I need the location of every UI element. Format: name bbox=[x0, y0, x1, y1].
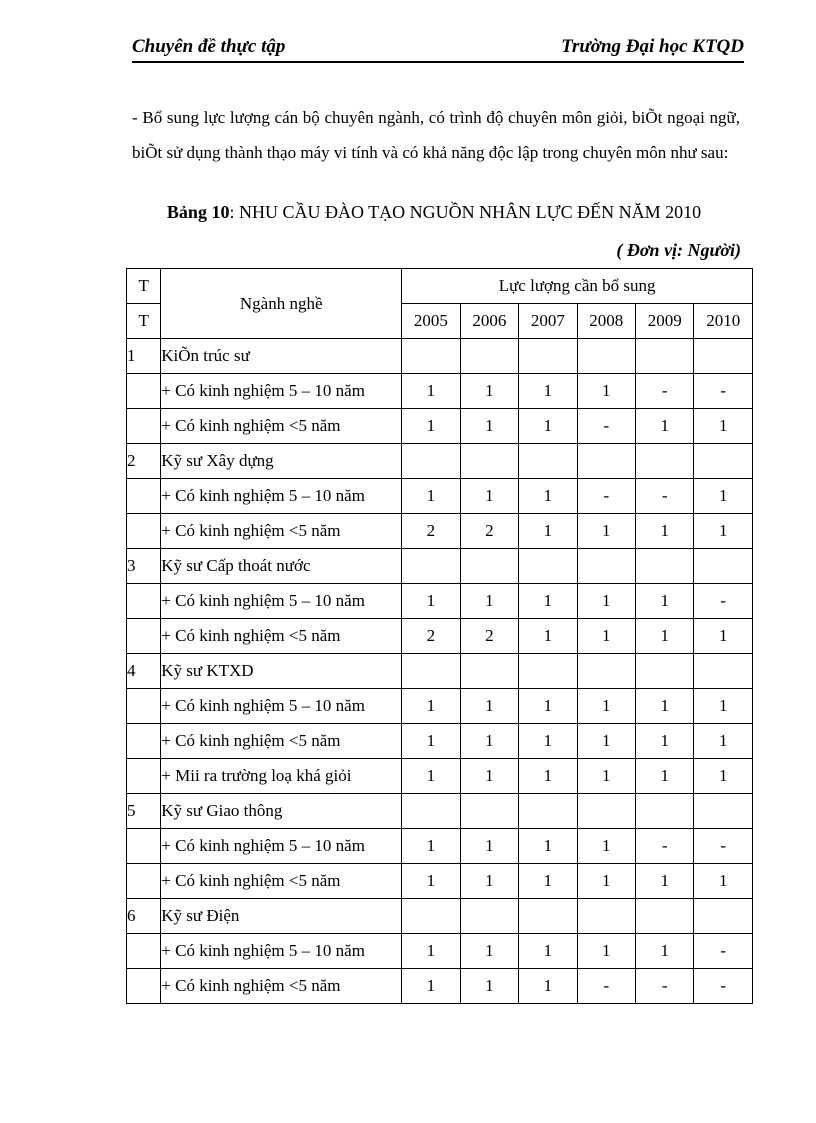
cell-value: 1 bbox=[460, 934, 518, 969]
cell-value: 1 bbox=[519, 514, 577, 549]
cell-value: 1 bbox=[519, 409, 577, 444]
row-sub-name: + Có kinh nghiệm 5 – 10 năm bbox=[161, 374, 402, 409]
table-row bbox=[127, 549, 753, 584]
row-sub-name: + Có kinh nghiệm <5 năm bbox=[161, 969, 402, 1004]
table-body bbox=[127, 339, 753, 1004]
cell-value: - bbox=[577, 969, 635, 1004]
cell-value: 1 bbox=[577, 514, 635, 549]
row-index bbox=[127, 514, 161, 549]
table-row bbox=[127, 864, 753, 899]
cell-value: 1 bbox=[402, 829, 460, 864]
cell-value: 1 bbox=[577, 689, 635, 724]
cell-value: 1 bbox=[460, 479, 518, 514]
row-sub-name: + Mii ra trường loạ khá giỏi bbox=[161, 759, 402, 794]
cell-value: 1 bbox=[460, 724, 518, 759]
cell-value bbox=[460, 444, 518, 479]
table-row bbox=[127, 479, 753, 514]
cell-value: 1 bbox=[519, 759, 577, 794]
cell-value bbox=[460, 339, 518, 374]
cell-value: 1 bbox=[636, 934, 694, 969]
row-sub-name: + Có kinh nghiệm 5 – 10 năm bbox=[161, 479, 402, 514]
cell-value: 1 bbox=[402, 479, 460, 514]
cell-value bbox=[694, 654, 753, 689]
row-group-name: KiÕn trúc sư bbox=[161, 339, 402, 374]
cell-value: 1 bbox=[694, 864, 753, 899]
cell-value bbox=[636, 339, 694, 374]
row-sub-name: + Có kinh nghiệm 5 – 10 năm bbox=[161, 584, 402, 619]
row-index bbox=[127, 829, 161, 864]
row-index bbox=[127, 864, 161, 899]
cell-value: - bbox=[636, 829, 694, 864]
header-row-1 bbox=[127, 269, 753, 304]
row-index bbox=[127, 934, 161, 969]
cell-value: 1 bbox=[402, 969, 460, 1004]
cell-value: 1 bbox=[460, 584, 518, 619]
cell-value: 1 bbox=[402, 934, 460, 969]
row-group-name: Kỹ sư KTXD bbox=[161, 654, 402, 689]
table-row bbox=[127, 514, 753, 549]
col-name-header bbox=[161, 269, 402, 339]
cell-value bbox=[577, 899, 635, 934]
cell-value bbox=[636, 444, 694, 479]
cell-value: 1 bbox=[694, 759, 753, 794]
col-group-header: Lực lượng cần bổ sung bbox=[402, 269, 753, 304]
cell-value: 1 bbox=[460, 969, 518, 1004]
cell-value bbox=[694, 444, 753, 479]
cell-value: 1 bbox=[694, 619, 753, 654]
year-header: 2005 bbox=[402, 304, 460, 339]
row-sub-name: + Có kinh nghiệm 5 – 10 năm bbox=[161, 829, 402, 864]
cell-value bbox=[402, 794, 460, 829]
cell-value: 1 bbox=[460, 864, 518, 899]
row-index bbox=[127, 759, 161, 794]
cell-value: 1 bbox=[519, 689, 577, 724]
cell-value: 1 bbox=[636, 514, 694, 549]
row-sub-name: + Có kinh nghiệm <5 năm bbox=[161, 409, 402, 444]
cell-value bbox=[460, 549, 518, 584]
cell-value bbox=[694, 794, 753, 829]
cell-value: 1 bbox=[402, 759, 460, 794]
cell-value: 1 bbox=[402, 724, 460, 759]
row-group-name: Kỹ sư Giao thông bbox=[161, 794, 402, 829]
row-index bbox=[127, 584, 161, 619]
page-header bbox=[132, 36, 744, 64]
cell-value: 1 bbox=[402, 409, 460, 444]
row-sub-name: + Có kinh nghiệm 5 – 10 năm bbox=[161, 689, 402, 724]
cell-value bbox=[402, 899, 460, 934]
cell-value: 1 bbox=[694, 479, 753, 514]
cell-value: - bbox=[577, 409, 635, 444]
cell-value: 1 bbox=[402, 689, 460, 724]
cell-value: 1 bbox=[636, 409, 694, 444]
cell-value: 1 bbox=[460, 374, 518, 409]
cell-value: - bbox=[636, 479, 694, 514]
cell-value: 1 bbox=[577, 584, 635, 619]
cell-value bbox=[577, 654, 635, 689]
year-header: 2007 bbox=[519, 304, 577, 339]
cell-value: 1 bbox=[577, 724, 635, 759]
row-index bbox=[127, 409, 161, 444]
cell-value: 1 bbox=[694, 409, 753, 444]
table-row bbox=[127, 899, 753, 934]
cell-value: - bbox=[694, 934, 753, 969]
cell-value: - bbox=[636, 374, 694, 409]
cell-value bbox=[577, 444, 635, 479]
cell-value bbox=[577, 794, 635, 829]
cell-value: 1 bbox=[402, 584, 460, 619]
table-row bbox=[127, 654, 753, 689]
cell-value: 1 bbox=[519, 724, 577, 759]
row-sub-name: + Có kinh nghiệm <5 năm bbox=[161, 864, 402, 899]
year-header: 2010 bbox=[694, 304, 753, 339]
cell-value bbox=[694, 339, 753, 374]
cell-value: 1 bbox=[519, 934, 577, 969]
row-sub-name: + Có kinh nghiệm 5 – 10 năm bbox=[161, 934, 402, 969]
cell-value: 1 bbox=[636, 689, 694, 724]
cell-value bbox=[402, 339, 460, 374]
header-left: Chuyên đề thực tập bbox=[132, 36, 286, 57]
table-row bbox=[127, 934, 753, 969]
row-index: 3 bbox=[127, 549, 161, 584]
cell-value bbox=[519, 899, 577, 934]
cell-value: 1 bbox=[694, 689, 753, 724]
cell-value: 1 bbox=[519, 479, 577, 514]
cell-value bbox=[694, 899, 753, 934]
table-row bbox=[127, 339, 753, 374]
col-tt-bottom: T bbox=[127, 304, 161, 339]
cell-value bbox=[402, 549, 460, 584]
cell-value: 2 bbox=[402, 619, 460, 654]
cell-value: - bbox=[694, 829, 753, 864]
row-index bbox=[127, 689, 161, 724]
cell-value: - bbox=[577, 479, 635, 514]
row-index bbox=[127, 619, 161, 654]
cell-value bbox=[577, 549, 635, 584]
cell-value: 1 bbox=[577, 829, 635, 864]
caption-label: Bảng 10 bbox=[166, 202, 230, 222]
cell-value: 1 bbox=[636, 864, 694, 899]
cell-value: 1 bbox=[460, 409, 518, 444]
cell-value bbox=[460, 794, 518, 829]
table-row bbox=[127, 969, 753, 1004]
cell-value: 1 bbox=[519, 584, 577, 619]
cell-value: 1 bbox=[519, 829, 577, 864]
table-row bbox=[127, 689, 753, 724]
cell-value bbox=[402, 444, 460, 479]
row-group-name: Kỹ sư Xây dựng bbox=[161, 444, 402, 479]
cell-value: 1 bbox=[519, 969, 577, 1004]
year-header: 2009 bbox=[636, 304, 694, 339]
cell-value bbox=[519, 339, 577, 374]
unit-note: ( Đơn vị: Người) bbox=[616, 240, 741, 260]
row-index: 4 bbox=[127, 654, 161, 689]
cell-value bbox=[402, 654, 460, 689]
row-group-name: Kỹ sư Cấp thoát nước bbox=[161, 549, 402, 584]
year-header: 2008 bbox=[577, 304, 635, 339]
cell-value: 1 bbox=[636, 759, 694, 794]
cell-value bbox=[519, 444, 577, 479]
col-name-label: Ngành nghề bbox=[239, 293, 323, 313]
cell-value: 2 bbox=[460, 619, 518, 654]
cell-value bbox=[636, 654, 694, 689]
table-row bbox=[127, 829, 753, 864]
table-row bbox=[127, 619, 753, 654]
row-index: 5 bbox=[127, 794, 161, 829]
row-sub-name: + Có kinh nghiệm <5 năm bbox=[161, 619, 402, 654]
cell-value: - bbox=[694, 969, 753, 1004]
cell-value: 1 bbox=[636, 584, 694, 619]
table-caption bbox=[0, 202, 816, 223]
body-paragraph: - Bổ sung lực lượng cán bộ chuyên ngành, có trình độ chuyên môn giỏi, biÕt ngoại ngữ, biÕt sử dụng thành thạo máy vi tính và có khả năng độc lập trong chuyên môn như sau: bbox=[132, 108, 740, 162]
cell-value bbox=[636, 549, 694, 584]
row-sub-name: + Có kinh nghiệm <5 năm bbox=[161, 514, 402, 549]
row-index bbox=[127, 724, 161, 759]
cell-value: - bbox=[694, 374, 753, 409]
cell-value bbox=[519, 549, 577, 584]
table-row bbox=[127, 724, 753, 759]
row-index bbox=[127, 969, 161, 1004]
table-row bbox=[127, 759, 753, 794]
cell-value bbox=[636, 794, 694, 829]
cell-value: 1 bbox=[519, 864, 577, 899]
cell-value: 1 bbox=[402, 374, 460, 409]
cell-value: 1 bbox=[577, 374, 635, 409]
row-index: 1 bbox=[127, 339, 161, 374]
cell-value: 1 bbox=[694, 724, 753, 759]
cell-value: - bbox=[636, 969, 694, 1004]
cell-value: 1 bbox=[577, 934, 635, 969]
table-row bbox=[127, 409, 753, 444]
cell-value bbox=[577, 339, 635, 374]
cell-value: 1 bbox=[460, 759, 518, 794]
cell-value: 1 bbox=[577, 864, 635, 899]
cell-value bbox=[519, 794, 577, 829]
cell-value: 1 bbox=[519, 619, 577, 654]
cell-value: 1 bbox=[694, 514, 753, 549]
cell-value: 1 bbox=[519, 374, 577, 409]
cell-value: 1 bbox=[577, 759, 635, 794]
demand-table bbox=[126, 268, 753, 1004]
cell-value: 1 bbox=[402, 864, 460, 899]
cell-value bbox=[636, 899, 694, 934]
cell-value: 1 bbox=[460, 689, 518, 724]
cell-value: 1 bbox=[636, 724, 694, 759]
cell-value bbox=[460, 899, 518, 934]
row-sub-name: + Có kinh nghiệm <5 năm bbox=[161, 724, 402, 759]
cell-value: 1 bbox=[460, 829, 518, 864]
cell-value: 1 bbox=[577, 619, 635, 654]
year-header: 2006 bbox=[460, 304, 518, 339]
cell-value: 2 bbox=[460, 514, 518, 549]
header-rule bbox=[132, 61, 744, 63]
table-row bbox=[127, 794, 753, 829]
row-index: 2 bbox=[127, 444, 161, 479]
table-row bbox=[127, 374, 753, 409]
cell-value: 1 bbox=[636, 619, 694, 654]
header-right: Trường Đại học KTQD bbox=[561, 36, 744, 57]
table-row bbox=[127, 584, 753, 619]
row-group-name: Kỹ sư Điện bbox=[161, 899, 402, 934]
cell-value bbox=[519, 654, 577, 689]
col-tt-top: T bbox=[127, 269, 161, 304]
row-index: 6 bbox=[127, 899, 161, 934]
row-index bbox=[127, 374, 161, 409]
cell-value: - bbox=[694, 584, 753, 619]
cell-value bbox=[694, 549, 753, 584]
row-index bbox=[127, 479, 161, 514]
table-row bbox=[127, 444, 753, 479]
caption-title: : NHU CẦU ĐÀO TẠO NGUỒN NHÂN LỰC ĐẾN NĂM 2010 bbox=[229, 202, 702, 222]
cell-value bbox=[460, 654, 518, 689]
cell-value: 2 bbox=[402, 514, 460, 549]
